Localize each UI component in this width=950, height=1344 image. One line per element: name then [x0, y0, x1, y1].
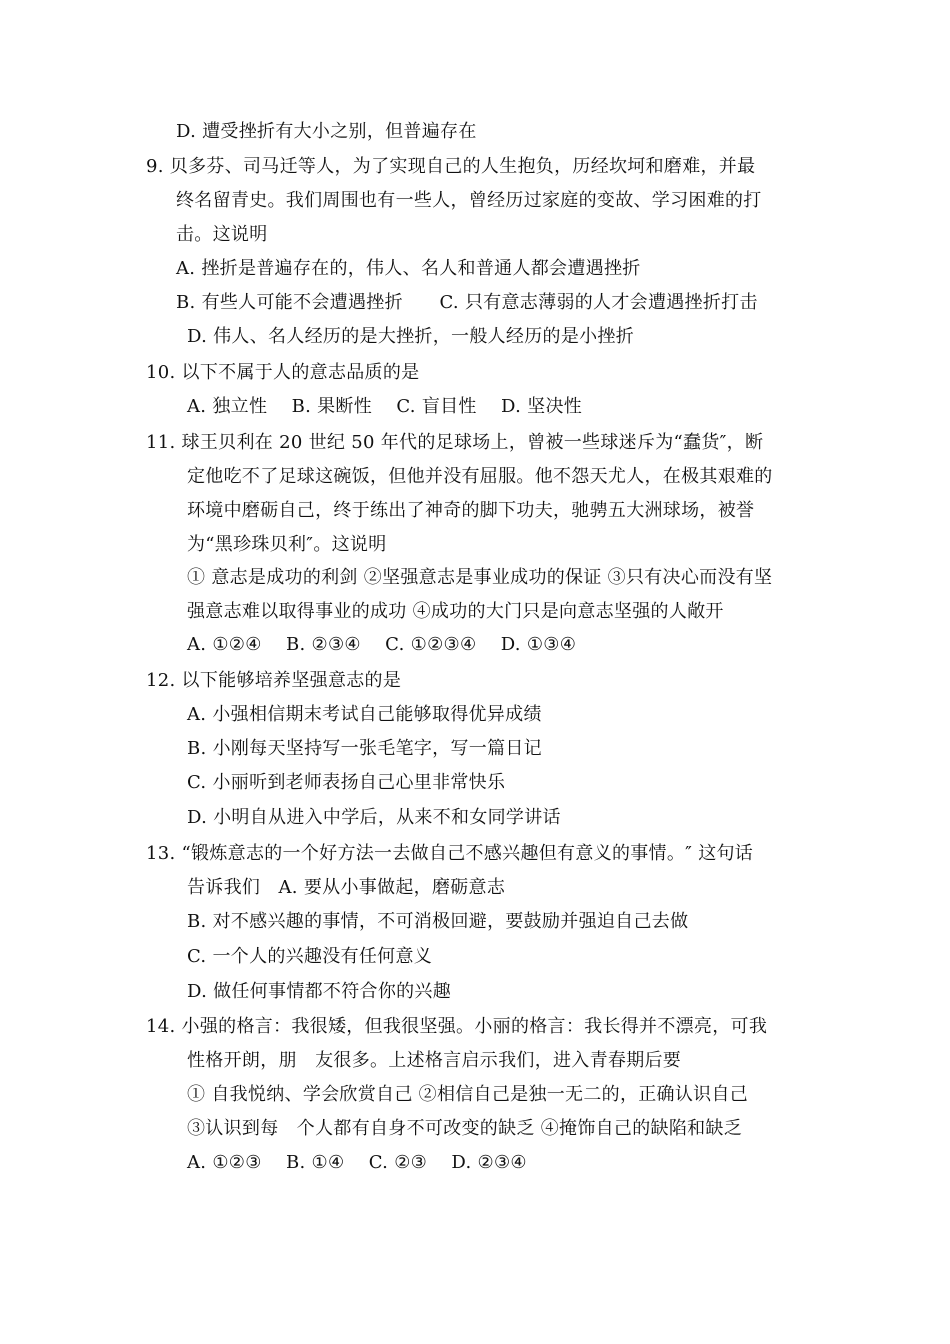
q13-option-b: B. 对不感兴趣的事情，不可消极回避，要鼓励并强迫自己去做: [187, 911, 689, 932]
q9-options-b-c: B. 有些人可能不会遭遇挫折 C. 只有意志薄弱的人才会遭遇挫折打击: [176, 292, 758, 313]
q11-stem-line-4: 为“黑珍珠贝利″。这说明: [187, 534, 387, 555]
q14-options: A. ①②③ B. ①④ C. ②③ D. ②③④: [187, 1152, 527, 1173]
q12-option-b: B. 小刚每天坚持写一张毛笔字，写一篇日记: [187, 738, 542, 759]
q12-stem: 12. 以下能够培养坚强意志的是: [146, 670, 402, 691]
q11-statements-line-1: ① 意志是成功的利剑 ②坚强意志是事业成功的保证 ③只有决心而没有坚: [187, 567, 773, 588]
q14-stem-line-2: 性格开朗，朋 友很多。上述格言启示我们，进入青春期后要: [187, 1050, 682, 1071]
q11-stem-line-1: 11. 球王贝利在 20 世纪 50 年代的足球场上，曾被一些球迷斥为“蠢货″，断: [146, 432, 764, 453]
q12-option-c: C. 小丽听到老师表扬自己心里非常快乐: [187, 772, 506, 793]
q14-statements-line-1: ① 自我悦纳、学会欣赏自己 ②相信自己是独一无二的，正确认识自己: [187, 1084, 749, 1105]
q11-options: A. ①②④ B. ②③④ C. ①②③④ D. ①③④: [187, 634, 577, 655]
q10-stem: 10. 以下不属于人的意志品质的是: [146, 362, 420, 383]
q10-options: A. 独立性 B. 果断性 C. 盲目性 D. 坚决性: [187, 396, 583, 417]
q9-option-d: D. 伟人、名人经历的是大挫折，一般人经历的是小挫折: [187, 326, 635, 347]
q14-stem-line-1: 14. 小强的格言：我很矮，但我很坚强。小丽的格言：我长得并不漂亮，可我: [146, 1016, 768, 1037]
q13-stem-line-2: 告诉我们 A. 要从小事做起，磨砺意志: [187, 877, 506, 898]
q9-stem-line-1: 9. 贝多芬、司马迁等人，为了实现自己的人生抱负，历经坎坷和磨难，并最: [146, 156, 756, 177]
q12-option-d: D. 小明自从进入中学后，从来不和女同学讲话: [187, 807, 561, 828]
q13-option-d: D. 做任何事情都不符合你的兴趣: [187, 981, 452, 1002]
q13-option-c: C. 一个人的兴趣没有任何意义: [187, 946, 433, 967]
q11-stem-line-3: 环境中磨砺自己，终于练出了神奇的脚下功夫，驰骋五大洲球场，被誉: [187, 500, 755, 521]
q14-statements-line-2: ③认识到每 个人都有自身不可改变的缺乏 ④掩饰自己的缺陷和缺乏: [187, 1118, 743, 1139]
q9-option-a: A. 挫折是普遍存在的，伟人、名人和普通人都会遭遇挫折: [176, 258, 641, 279]
q8-option-d: D. 遭受挫折有大小之别，但普遍存在: [176, 121, 477, 142]
q11-stem-line-2: 定他吃不了足球这碗饭，但他并没有屈服。他不怨天尤人，在极其艰难的: [187, 466, 773, 487]
q13-stem-line-1: 13. “锻炼意志的一个好方法一去做自己不感兴趣但有意义的事情。″ 这句话: [146, 843, 754, 864]
q12-option-a: A. 小强相信期末考试自己能够取得优异成绩: [187, 704, 542, 725]
q9-stem-line-3: 击。这说明: [176, 224, 268, 245]
q11-statements-line-2: 强意志难以取得事业的成功 ④成功的大门只是向意志坚强的人敞开: [187, 601, 724, 622]
q9-stem-line-2: 终名留青史。我们周围也有一些人，曾经历过家庭的变故、学习困难的打: [176, 190, 762, 211]
